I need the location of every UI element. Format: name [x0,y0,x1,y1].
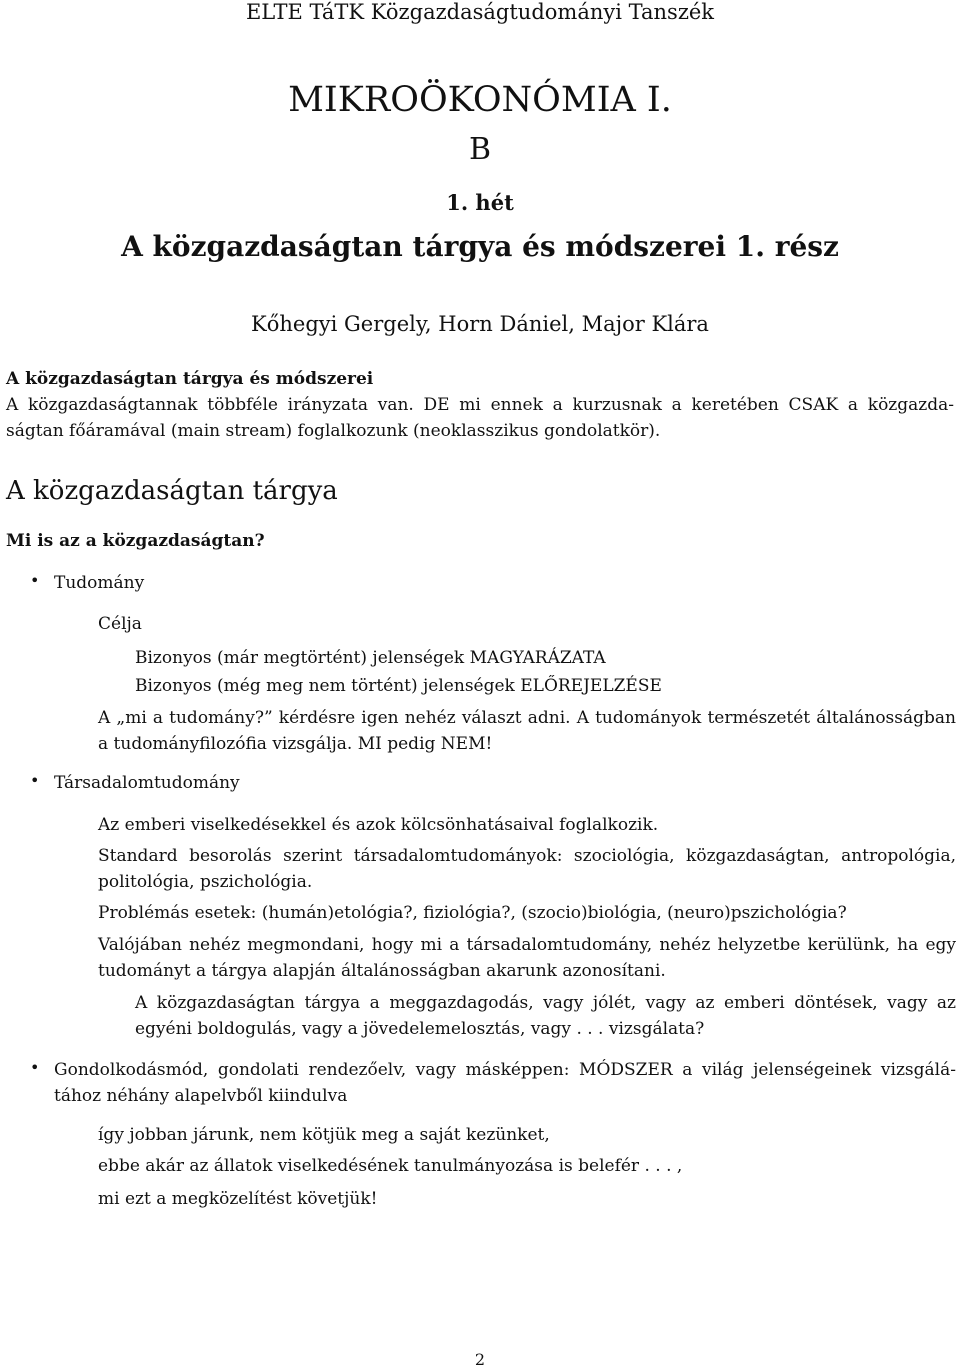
social-science-definition: Az emberi viselkedésekkel és azok kölcsönhatásaival foglalkozik. [98,815,659,835]
difficulty-line-2: tudományt a tárgya alapján általánosságban akarunk azonosítani. [98,961,666,981]
doc-title: MIKROÖKONÓMIA I. [288,80,672,120]
bullet-tudomany-label: Tudomány [54,573,145,593]
method-statement-1: így jobban járunk, nem kötjük meg a saját kezünket, [98,1125,550,1145]
method-line-2: tához néhány alapelvből kiindulva [54,1086,348,1106]
goal-label: Célja [98,614,142,634]
topic-title: A közgazdaságtan tárgya és módszerei 1. rész [121,230,839,263]
doc-subtitle: B [468,132,492,167]
bullet-tarsadalomtudomany-label: Társadalomtudomány [54,773,240,793]
week-label: 1. hét [446,190,514,215]
goal-explanation: Bizonyos (már megtörtént) jelenségek MAGYARÁZATA [135,648,606,668]
bullet-dot: • [30,571,40,590]
bullet-dot: • [30,771,40,790]
intro-line-2: ságtan főáramával (main stream) foglalkozunk (neoklasszikus gondolatkör). [6,421,661,441]
science-note-line-2: a tudományfilozófia vizsgálja. MI pedig NEM! [98,734,493,754]
method-statement-3: mi ezt a megközelítést követjük! [98,1189,378,1209]
classification-line-1: Standard besorolás szerint társadalomtudományok: szociológia, közgazdaságtan, antropológia, [98,846,956,866]
authors: Kőhegyi Gergely, Horn Dániel, Major Klára [251,312,709,336]
method-line-1: Gondolkodásmód, gondolati rendezőelv, vagy másképpen: MÓDSZER a világ jelenségeinek vizsgálá- [54,1060,956,1080]
section-question: Mi is az a közgazdaságtan? [6,531,265,551]
method-statement-2: ebbe akár az állatok viselkedésének tanulmányozása is belefér . . . , [98,1156,683,1176]
header-institution: ELTE TáTK Közgazdaságtudományi Tanszék [245,0,715,24]
economics-subject-line-2: egyéni boldogulás, vagy a jövedelemelosztás, vagy . . . vizsgálata? [135,1019,705,1039]
intro-line-1: A közgazdaságtannak többféle irányzata van. DE mi ennek a kurzusnak a keretében CSAK a közgazda- [6,395,954,415]
intro-heading: A közgazdaságtan tárgya és módszerei [6,369,374,389]
problem-cases: Problémás esetek: (humán)etológia?, fiziológia?, (szocio)biológia, (neuro)pszichológia? [98,903,847,923]
science-note-line-1: A „mi a tudomány?” kérdésre igen nehéz választ adni. A tudományok természetét általánosságban [98,708,956,728]
difficulty-line-1: Valójában nehéz megmondani, hogy mi a társadalomtudomány, nehéz helyzetbe kerülünk, ha egy [98,935,956,955]
bullet-dot: • [30,1058,40,1077]
goal-prediction: Bizonyos (még meg nem történt) jelenségek ELŐREJELZÉSE [135,676,662,696]
economics-subject-line-1: A közgazdaságtan tárgya a meggazdagodás, vagy jólét, vagy az emberi döntések, vagy az [135,993,956,1013]
classification-line-2: politológia, pszichológia. [98,872,313,892]
page-number: 2 [474,1350,486,1369]
section-heading: A közgazdaságtan tárgya [6,476,338,506]
